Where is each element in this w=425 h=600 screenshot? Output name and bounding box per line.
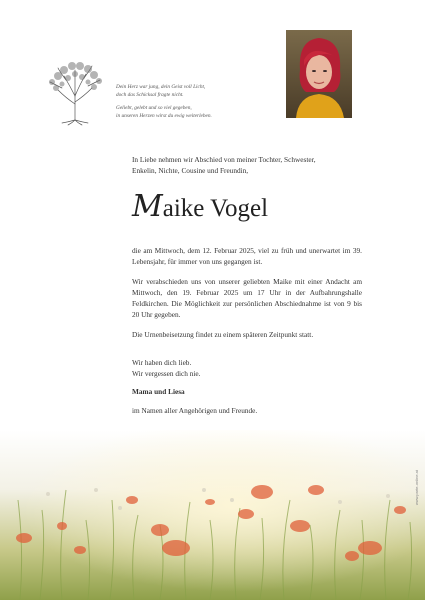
intro-line-1: In Liebe nehmen wir Abschied von meiner Tochter, Schwester, xyxy=(132,155,316,164)
poem-line-4: in unseren Herzen wirst du ewig weiterleben. xyxy=(116,113,212,119)
paragraph-farewell: Wir verabschieden uns von unserer geliebten Maike mit einer Andacht am Mittwoch, den 19. Februar 2025 um 17 Uhr in der Aufbahrungshalle Feldkirchen. Die Möglichkeit zur persönlichen Abschiednahme ist von 9 bis 20 Uhr gegeben. xyxy=(132,277,362,319)
closing-line-1: Wir haben dich lieb. xyxy=(132,358,192,367)
notice-body xyxy=(132,245,362,416)
poem-line-3: Geliebt, gelebt und so viel gegeben, xyxy=(116,105,192,111)
site-credit: www.parte-online.at xyxy=(414,470,419,506)
name-initial: M xyxy=(132,189,163,224)
intro-text xyxy=(132,154,372,176)
poem-line-2: doch das Schicksal fragte nicht. xyxy=(116,92,184,98)
on-behalf-line: im Namen aller Angehörigen und Freunde. xyxy=(132,406,258,415)
tree-icon xyxy=(42,60,108,126)
signed-names: Mama und Liesa xyxy=(132,387,185,396)
name-rest: aike Vogel xyxy=(162,195,269,222)
portrait-photo xyxy=(286,30,352,118)
paragraph-passing: die am Mittwoch, dem 12. Februar 2025, viel zu früh und unerwartet im 39. Lebensjahr, für immer von uns gegangen ist. xyxy=(132,246,362,266)
poppy-meadow-image xyxy=(0,430,425,600)
poem xyxy=(116,83,281,125)
deceased-name xyxy=(132,189,372,224)
closing-line-2: Wir vergessen dich nie. xyxy=(132,369,201,378)
paragraph-burial: Die Urnenbeisetzung findet zu einem späteren Zeitpunkt statt. xyxy=(132,330,314,339)
signed-by xyxy=(132,386,362,397)
poem-line-1: Dein Herz war jung, dein Geist voll Licht, xyxy=(116,84,206,90)
intro-line-2: Enkelin, Nichte, Cousine und Freundin, xyxy=(132,166,249,175)
